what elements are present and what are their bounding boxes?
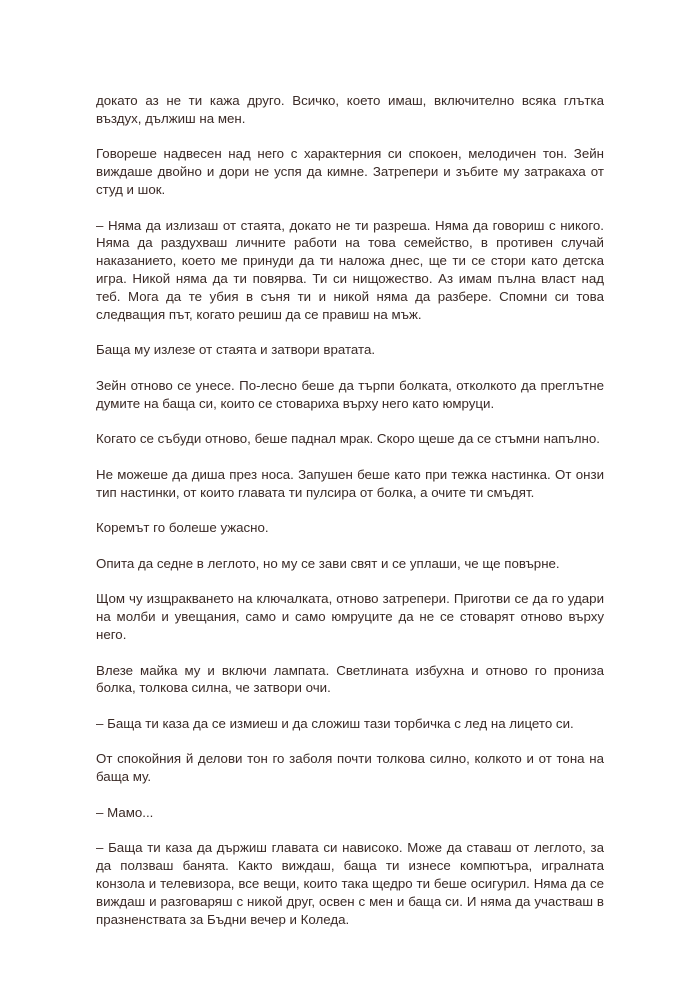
document-text	[96, 92, 604, 928]
paragraph: Щом чу изщракването на ключалката, отново затрепери. Приготви се да го удари на молби и увещания, само и само юмруците да не се стоварят отново върху него.	[96, 591, 604, 642]
paragraph: Опита да седне в леглото, но му се зави свят и се уплаши, че ще повърне.	[96, 555, 560, 571]
paragraph: – Мамо...	[96, 804, 154, 820]
paragraph: – Няма да излизаш от стаята, докато не ти разреша. Няма да говориш с никого. Няма да раздухваш личните работи на това семейство, в противен случай наказанието, което ме принуди да ти наложа днес, ще ти се стори като детска игра. Никой няма да ти повярва. Ти си нищожество. Аз имам пълна власт над теб. Мога да те убия в съня ти и никой няма да разбере. Спомни си това следващия път, когато решиш да се правиш на мъж.	[96, 217, 604, 322]
paragraph: – Баща ти каза да държиш главата си нависоко. Може да ставаш от леглото, за да ползваш банята. Както виждаш, баща ти изнесе компютъра, игралната конзола и телевизора, все вещи, които така щедро ти беше осигурил. Няма да се виждаш и разговаряш с никой друг, освен с мен и баща си. И няма да участваш в празненствата за Бъдни вечер и Коледа.	[96, 840, 604, 927]
paragraph: Влезе майка му и включи лампата. Светлината избухна и отново го прониза болка, толкова силна, че затвори очи.	[96, 662, 604, 696]
paragraph: Не можеше да диша през носа. Запушен беше като при тежка настинка. От онзи тип настинки, от които главата ти пулсира от болка, а очите ти смъдят.	[96, 466, 604, 500]
paragraph: докато аз не ти кажа друго. Всичко, което имаш, включително всяка глътка въздух, дължиш на мен.	[96, 93, 604, 126]
paragraph: Коремът го болеше ужасно.	[96, 520, 269, 536]
paragraph: Зейн отново се унесе. По-лесно беше да търпи болката, отколкото да преглътне думите на баща си, които се стовариха върху него като юмруци.	[96, 377, 604, 411]
paragraph: Когато се събуди отново, беше паднал мрак. Скоро щеше да се стъмни напълно.	[96, 431, 600, 447]
paragraph: – Баща ти каза да се измиеш и да сложиш тази торбичка с лед на лицето си.	[96, 715, 574, 731]
paragraph: Баща му излезе от стаята и затвори вратата.	[96, 342, 376, 358]
paragraph: Говореше надвесен над него с характерния си спокоен, мелодичен тон. Зейн виждаше двойно и дори не успя да кимне. Затрепери и зъбите му затракаха от студ и шок.	[96, 146, 604, 197]
paragraph: От спокойния й делови тон го заболя почти толкова силно, колкото и от тона на баща му.	[96, 751, 604, 785]
